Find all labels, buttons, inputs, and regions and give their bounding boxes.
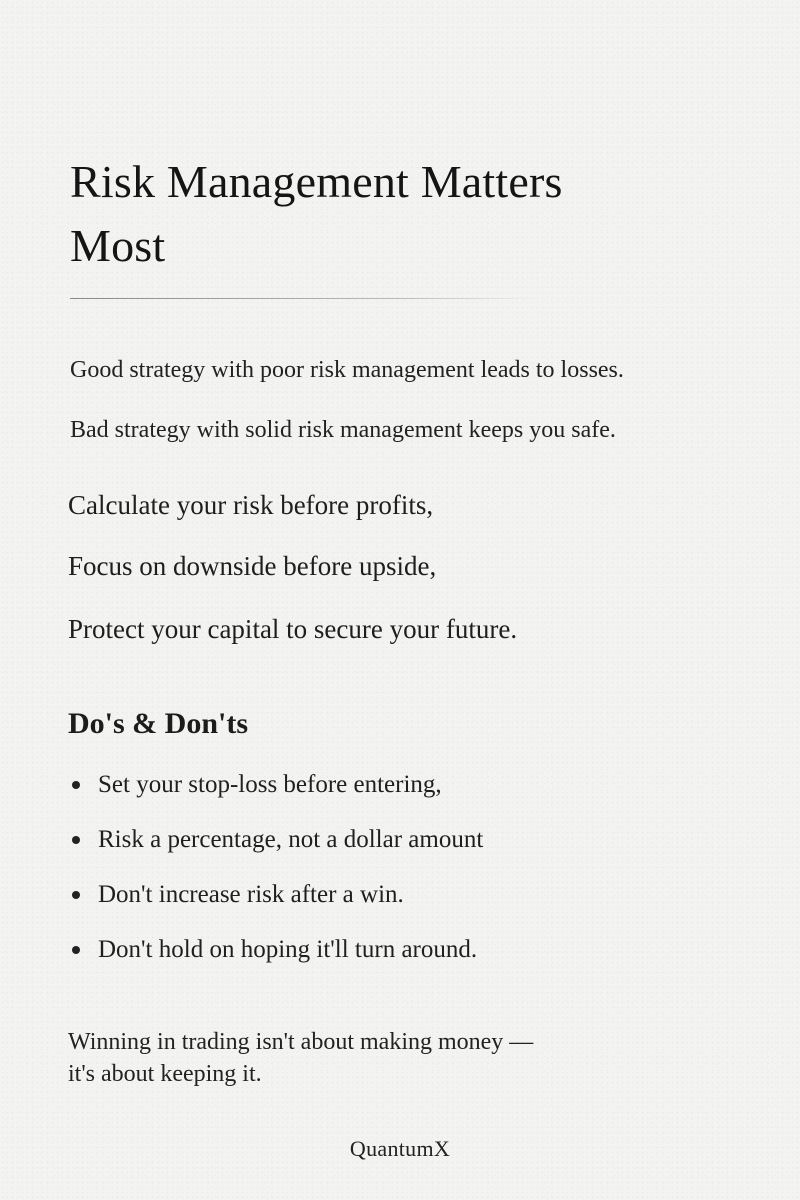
list-item-text: Don't increase risk after a win.	[98, 881, 404, 908]
dos-donts-list	[68, 768, 483, 988]
list-item	[68, 768, 483, 823]
closing-statement	[68, 1026, 533, 1090]
list-item-text: Set your stop-loss before entering,	[98, 771, 442, 798]
closing-line-2: it's about keeping it.	[68, 1061, 262, 1087]
author-signature: QuantumX	[349, 1136, 451, 1161]
title-line-2: Most	[70, 220, 166, 271]
list-item	[68, 933, 483, 988]
principle-protect-capital: Protect your capital to secure your future.	[68, 614, 518, 644]
intro-line-good-strategy: Good strategy with poor risk management leads to losses.	[70, 357, 624, 383]
intro-line-bad-strategy: Bad strategy with solid risk management keeps you safe.	[70, 417, 616, 443]
title-divider	[70, 298, 540, 299]
principle-calculate-risk: Calculate your risk before profits,	[68, 490, 434, 520]
closing-line-1: Winning in trading isn't about making money —	[68, 1029, 534, 1055]
principle-focus-downside: Focus on downside before upside,	[68, 551, 437, 581]
bullet-icon	[72, 836, 80, 844]
dos-donts-heading: Do's & Don'ts	[68, 707, 249, 740]
list-item	[68, 878, 483, 933]
page-title	[70, 150, 710, 278]
bullet-icon	[72, 781, 80, 789]
bullet-icon	[72, 891, 80, 899]
bullet-icon	[72, 946, 80, 954]
list-item	[68, 823, 483, 878]
list-item-text: Risk a percentage, not a dollar amount	[98, 826, 484, 853]
list-item-text: Don't hold on hoping it'll turn around.	[98, 936, 478, 963]
title-line-1: Risk Management Matters	[70, 156, 563, 207]
